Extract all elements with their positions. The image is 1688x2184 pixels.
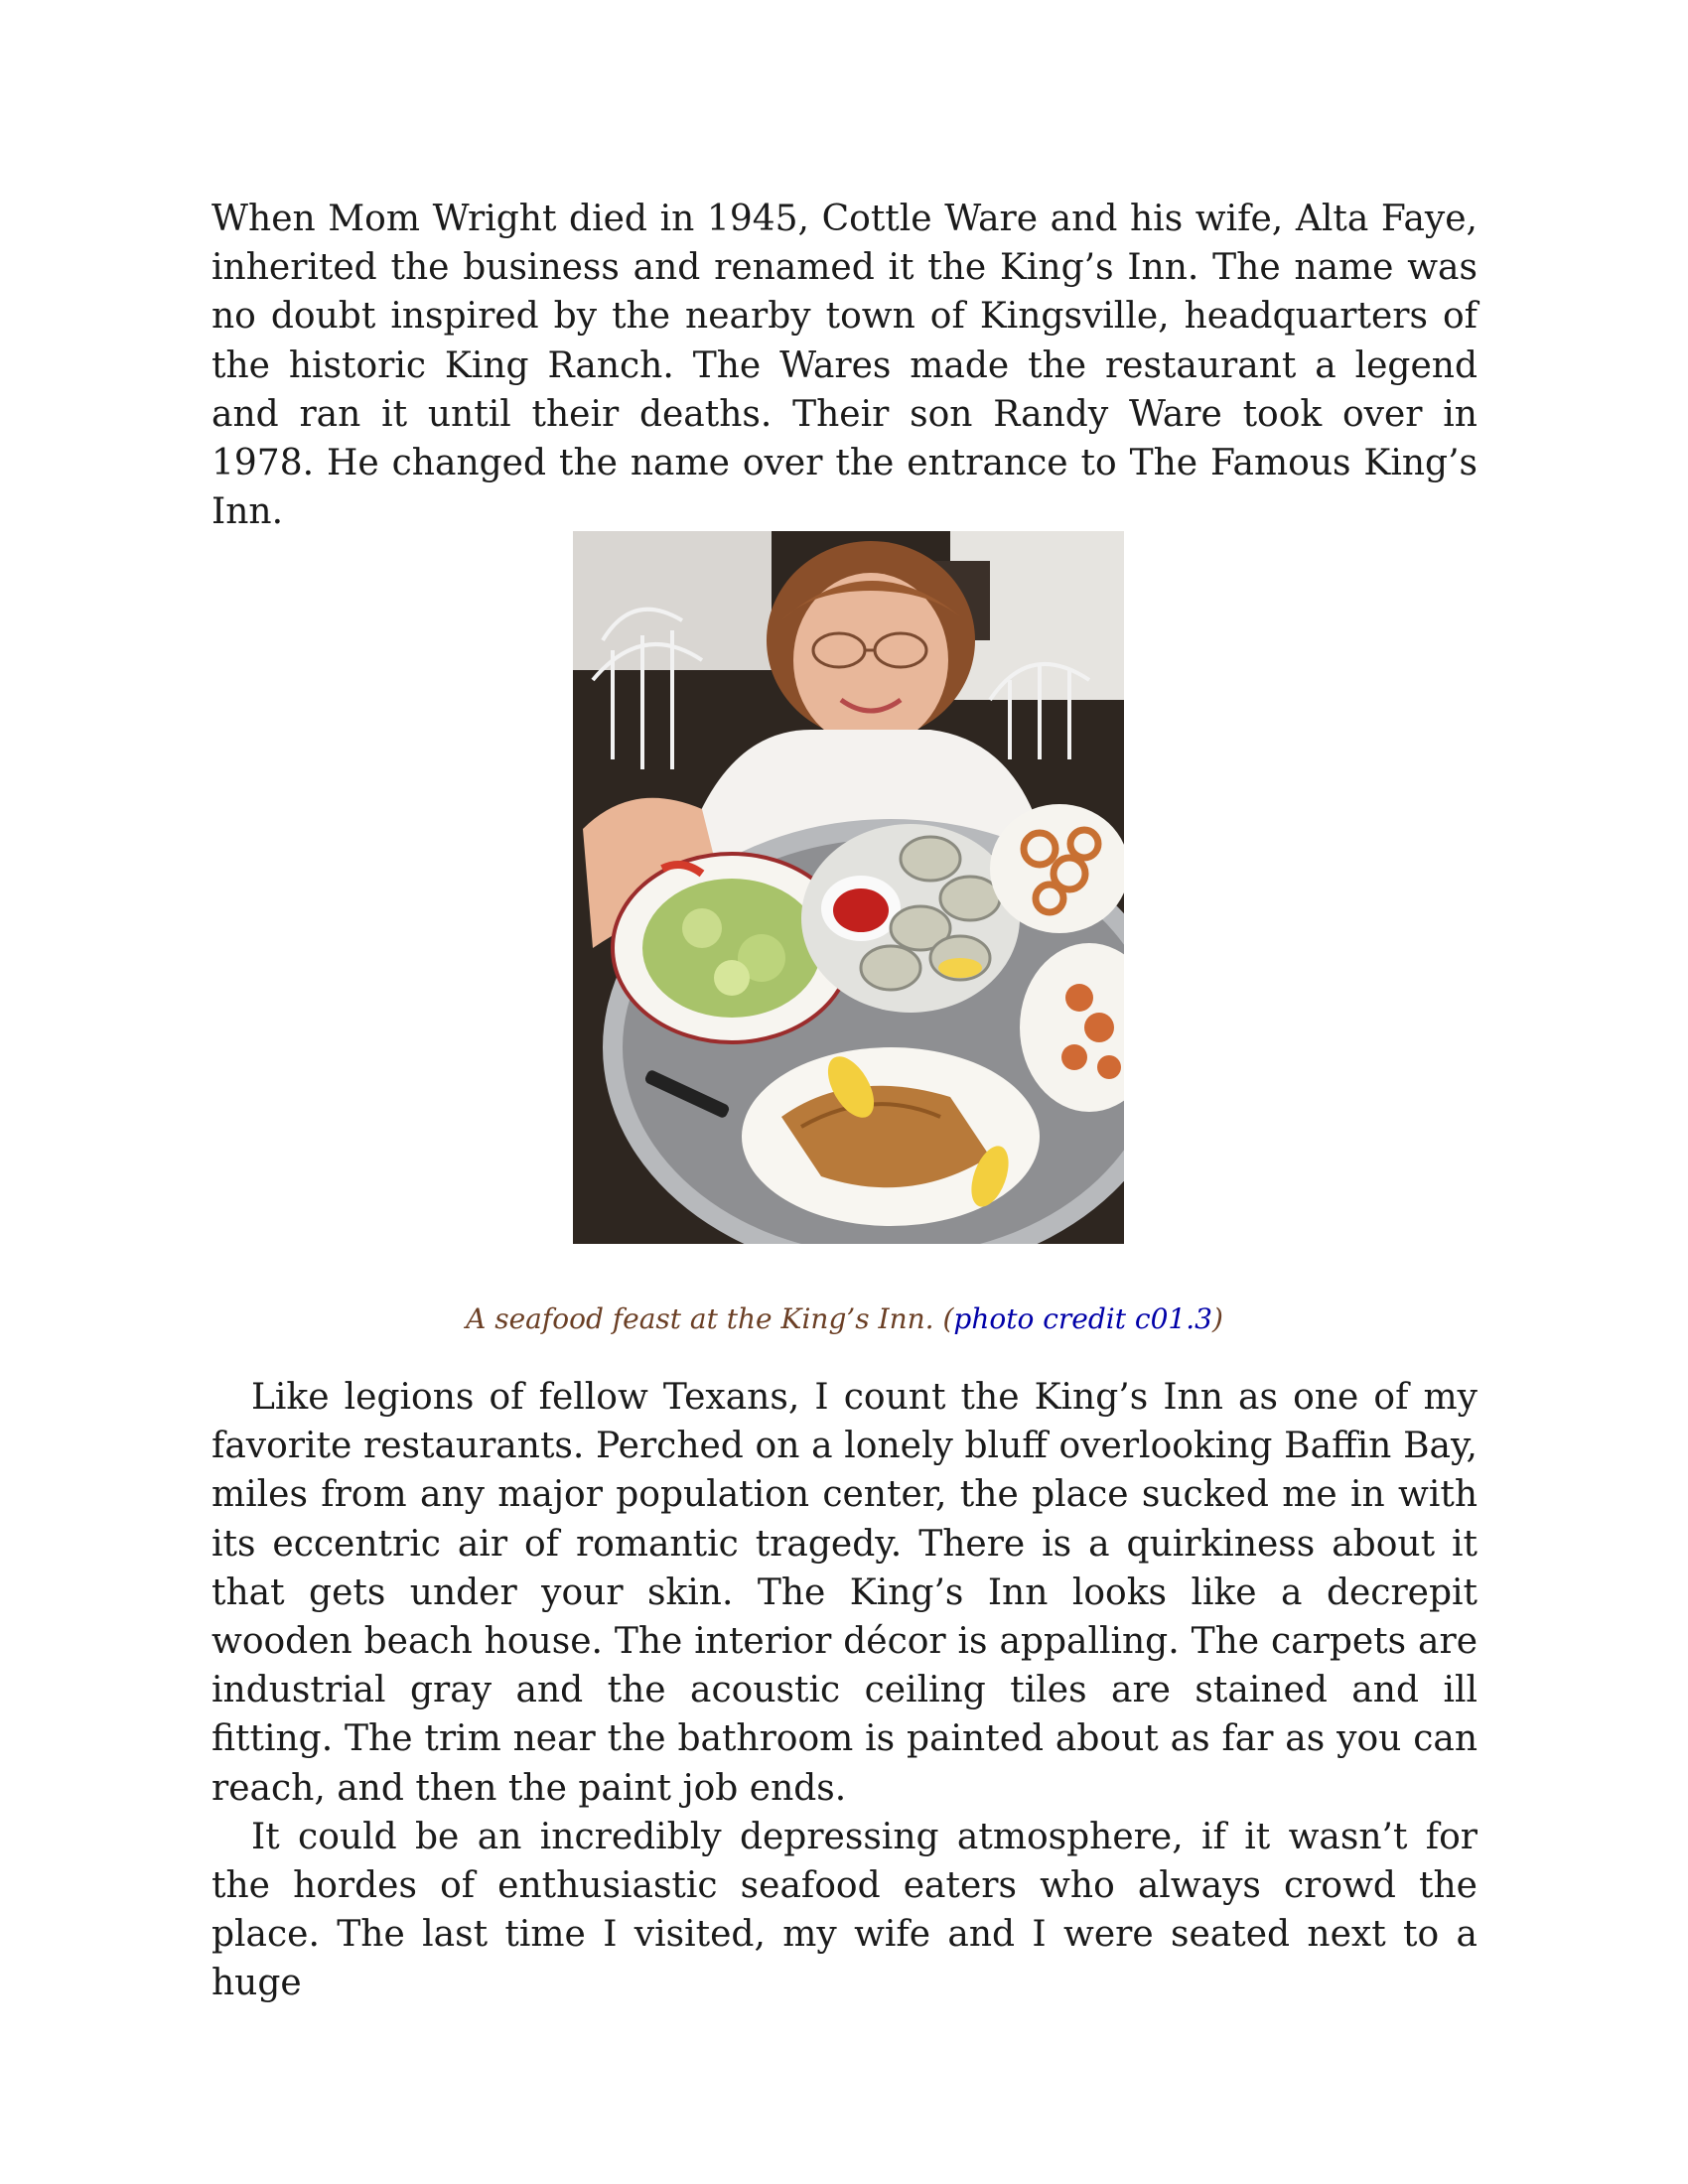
caption-paren-open: ( [942, 1302, 954, 1335]
seafood-feast-photo [573, 531, 1124, 1244]
photo-credit-link[interactable]: photo credit c01.3 [953, 1302, 1212, 1335]
paragraph-atmosphere: It could be an incredibly depressing atmosphere, if it wasn’t for the hordes of enthusiastic seafood eaters who always crowd the place. The last time I visited, my wife and I were seated next to a huge [211, 1816, 1477, 2004]
caption-text: A seafood feast at the King’s Inn. [466, 1302, 934, 1335]
lower-text [211, 1373, 1477, 2008]
caption-paren-close: ) [1211, 1302, 1223, 1335]
paragraph-favorite-restaurant: Like legions of fellow Texans, I count the King’s Inn as one of my favorite restaurants. Perched on a lonely bluff overlooking Baffin Bay, miles from any major population center, the place sucked me in with its eccentric air of romantic tragedy. There is a quirkiness about it that gets under your skin. The King’s Inn looks like a decrepit wooden beach house. The interior décor is appalling. The carpets are industrial gray and the acoustic ceiling tiles are stained and ill fitting. The trim near the bathroom is painted about as far as you can reach, and then the paint job ends. [211, 1377, 1477, 1809]
photo-caption [211, 1302, 1477, 1335]
paragraph-kings-inn-history: When Mom Wright died in 1945, Cottle Ware and his wife, Alta Faye, inherited the business and renamed it the King’s Inn. The name was no doubt inspired by the nearby town of Kingsville, headquarters of the historic King Ranch. The Wares made the restaurant a legend and ran it until their deaths. Their son Randy Ware took over in 1978. He changed the name over the entrance to The Famous King’s Inn. [211, 199, 1477, 533]
page-content [211, 195, 1477, 2004]
